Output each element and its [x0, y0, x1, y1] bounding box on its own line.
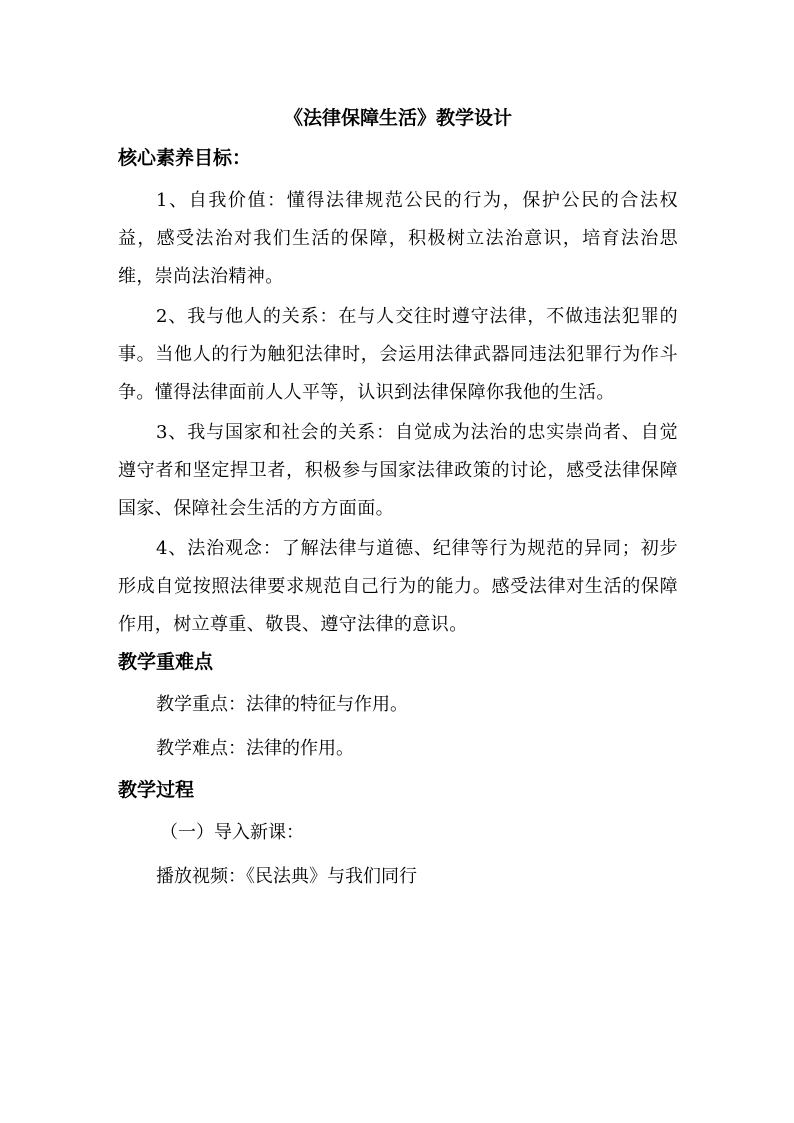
goal-item-1: 1、自我价值：懂得法律规范公民的行为，保护公民的合法权益，感受法治对我们生活的保障，积极树立法治意识，培育法治思维，崇尚法治精神。: [118, 190, 678, 287]
process-heading: 教学过程: [118, 779, 195, 801]
goals-heading: 核心素养目标：: [118, 147, 252, 169]
teaching-focus: 教学重点：法律的特征与作用。: [156, 694, 408, 715]
goal-item-2: 2、我与他人的关系：在与人交往时遵守法律，不做违法犯罪的事。当他人的行为触犯法律时，会运用法律武器同违法犯罪行为作斗争。懂得法律面前人人平等，认识到法律保障你我他的生活。: [118, 306, 678, 403]
process-step-1: （一）导入新课：: [160, 822, 304, 843]
teaching-difficulty: 教学难点：法律的作用。: [156, 738, 354, 759]
document-title: 《法律保障生活》教学设计: [283, 107, 512, 129]
process-step-1-detail: 播放视频：《民法典》与我们同行: [156, 866, 417, 887]
goal-item-4: 4、法治观念：了解法律与道德、纪律等行为规范的异同；初步形成自觉按照法律要求规范自己行为的能力。感受法律对生活的保障作用，树立尊重、敬畏、遵守法律的意识。: [118, 538, 678, 635]
document-body: [118, 142, 678, 902]
goal-item-3: 3、我与国家和社会的关系：自觉成为法治的忠实崇尚者、自觉遵守者和坚定捍卫者，积极参与国家法律政策的讨论，感受法律保障国家、保障社会生活的方方面面。: [118, 422, 678, 519]
keypoints-heading: 教学重难点: [118, 651, 214, 673]
